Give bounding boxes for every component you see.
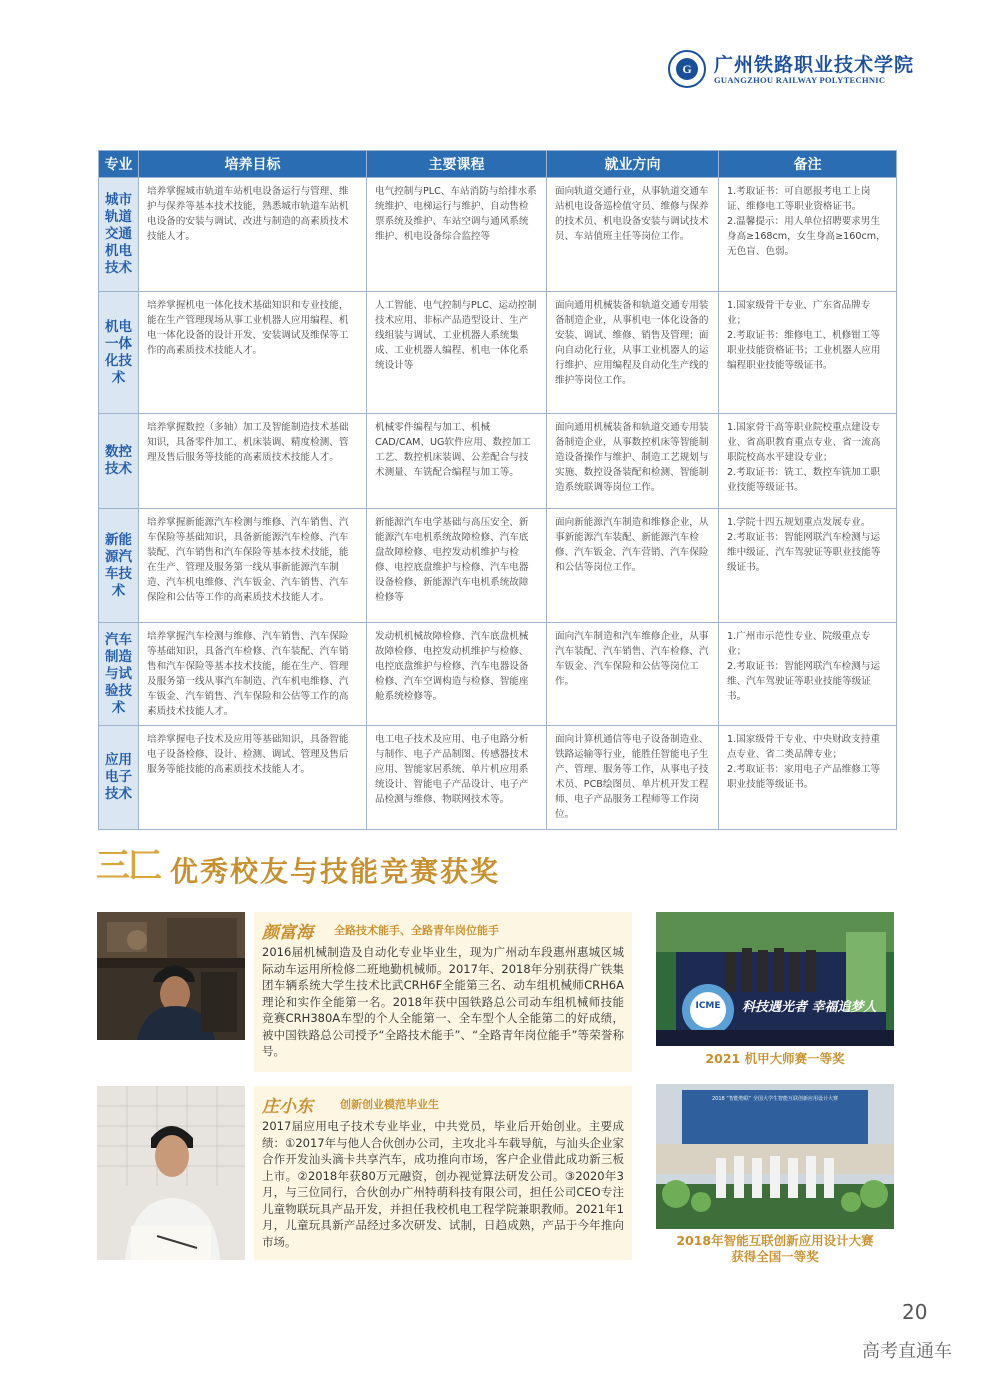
alumnus-honor: 全路技术能手、全路青年岗位能手 (334, 924, 499, 937)
major-name: 机电一体化技术 (99, 292, 139, 414)
table-row (99, 623, 897, 726)
header-notes: 备注 (719, 151, 897, 178)
award-photo-robomaster (656, 912, 894, 1046)
header-courses: 主要课程 (367, 151, 547, 178)
alumnus-bio: 2016届机械制造及自动化专业毕业生，现为广州动车段惠州惠城区城际动车运用所检修二班地勤机械师。2017年、2018年分别获得广铁集团车辆系统大学生技术比武CRH6F全能第三名、动车组机械师CRH6A理论和实作全能第一名。2018年获中国铁路总公司动车组机械师技能竞赛CRH380A车型的个人全能第一、全车型个人全能第二的好成绩，被中国铁路总公司授予“全路技术能手”、“全路青年岗位能手”等荣誉称号。 (262, 945, 624, 1058)
alumnus-name: 庄小东 (262, 1097, 313, 1117)
courses-cell: 机械零件编程与加工、机械CAD/CAM、UG软件应用、数控加工工艺、数控机床装调、公差配合与技术测量、车铣配合编程与加工等。 (367, 414, 547, 509)
goal-cell: 培养掌握电子技术及应用等基础知识，具备智能电子设备检修、设计、检测、调试、管理及售后服务等能技能的高素质技术技能人才。 (139, 726, 367, 830)
header-major: 专业 (99, 151, 139, 178)
courses-cell: 新能源汽车电学基础与高压安全、新能源汽车电机系统故障检修、汽车底盘故障检修、电控发动机维护与检修、电控底盘维护与检修、汽车电器设备检修、新能源汽车电机系统故障检修等 (367, 509, 547, 623)
notes-cell: 1.广州市示范性专业、院级重点专业； 2.考取证书：智能网联汽车检测与运维、汽车驾驶证等职业技能等级证书。 (719, 623, 897, 726)
table-row (99, 509, 897, 623)
alumnus-card-yan (254, 912, 632, 1072)
watermark: 高考直通车 (862, 1341, 952, 1362)
major-name: 应用电子技术 (99, 726, 139, 830)
header-goal: 培养目标 (139, 151, 367, 178)
goal-cell: 培养掌握汽车检测与维修、汽车销售、汽车保险等基础知识，具备汽车检修、汽车装配、汽车销售和汽车保险等基本技术技能，能在生产、管理及服务第一线从事汽车制造、汽车机电维修、汽车钣金、汽车销售、汽车保险和公估等工作的高素质技术技能人才。 (139, 623, 367, 726)
major-name: 城市轨道交通机电技术 (99, 178, 139, 292)
goal-cell: 培养掌握数控（多轴）加工及智能制造技术基础知识，具备零件加工、机床装调、精度检测、管理及售后服务等技能的高素质技术技能人才。 (139, 414, 367, 509)
table-row (99, 178, 897, 292)
section-title: 优秀校友与技能竞赛获奖 (170, 855, 501, 888)
notes-cell: 1.国家级骨干专业、广东省品牌专业； 2.考取证书：维修电工、机修钳工等职业技能资格证书；工业机器人应用编程职业技能等级证书。 (719, 292, 897, 414)
award-caption-line2: 获得全国一等奖 (731, 1249, 819, 1264)
alumnus-photo-yan (97, 912, 245, 1040)
jobs-cell: 面向通用机械装备和轨道交通专用装备制造企业，从事数控机床等智能制造设备操作与维护、制造工艺规划与实施、数控设备装配和检测、智能制造系统联调等岗位工作。 (547, 414, 719, 509)
page-number: 20 (902, 1300, 928, 1324)
courses-cell: 电工电子技术及应用、电子电路分析与制作、电子产品制图、传感器技术应用、智能家居系统、单片机应用系统设计、智能电子产品设计、电子产品检测与维修、物联网技术等。 (367, 726, 547, 830)
award-badge: ICME (695, 1001, 721, 1011)
majors-table (98, 150, 897, 830)
award-banner-text: 科技遇光者 幸福追梦人 (742, 1000, 877, 1015)
table-row (99, 726, 897, 830)
notes-cell: 1.国家级骨干专业、中央财政支持重点专业、省二类品牌专业； 2.考取证书：家用电子产品维修工等职业技能等级证书。 (719, 726, 897, 830)
school-logo (668, 50, 968, 90)
award-photo-iot (656, 1084, 894, 1229)
notes-cell: 1.国家骨干高等职业院校重点建设专业、省高职教育重点专业、省一流高职院校高水平建设专业； 2.考取证书：铣工、数控车铣加工职业技能等级证书。 (719, 414, 897, 509)
jobs-cell: 面向通用机械装备和轨道交通专用装备制造企业，从事机电一体化设备的安装、调试、维修、销售及管理；面向自动化行业，从事工业机器人的运行维护、应用编程及自动化生产线的维护等岗位工作。 (547, 292, 719, 414)
table-header-row (99, 151, 897, 178)
jobs-cell: 面向新能源汽车制造和维修企业，从事新能源汽车装配、新能源汽车检修、汽车钣金、汽车营销、汽车保险和公估等岗位工作。 (547, 509, 719, 623)
major-name: 数控技术 (99, 414, 139, 509)
goal-cell: 培养掌握机电一体化技术基础知识和专业技能，能在生产管理现场从事工业机器人应用编程、机电一体化设备的设计开发、安装调试及维保等工作的高素质技术技能人才。 (139, 292, 367, 414)
courses-cell: 发动机机械故障检修、汽车底盘机械故障检修、电控发动机维护与检修、电控底盘维护与检修、汽车电器设备检修、汽车空调构造与检修、智能座舱系统检修等。 (367, 623, 547, 726)
notes-cell: 1.考取证书：可自愿报考电工上岗证、维修电工等职业资格证书。 2.温馨提示：用人单位招聘要求男生身高≥168cm，女生身高≥160cm，无色盲、色弱。 (719, 178, 897, 292)
school-name-en: GUANGZHOU RAILWAY POLYTECHNIC (714, 75, 886, 85)
goal-cell: 培养掌握城市轨道车站机电设备运行与管理、维护与保养等基本技术技能，熟悉城市轨道车站机电设备的安装与调试、改进与制造的高素质技术技能人才。 (139, 178, 367, 292)
section-marks: 三匚 (96, 846, 160, 886)
alumnus-photo-zhuang (97, 1086, 245, 1260)
alumnus-honor: 创新创业模范毕业生 (340, 1098, 439, 1111)
table-row (99, 292, 897, 414)
award-banner-text: 2018 “智能物联” 全国大学生智能互联创新应用设计大赛 (711, 1096, 839, 1102)
emblem-letter: G (676, 58, 698, 80)
alumnus-bio: 2017届应用电子技术专业毕业，中共党员，毕业后开始创业。主要成绩：①2017年与他人合伙创办公司，主攻北斗车载导航，与汕头企业家合作开发汕头滴卡共享汽车，成功推向市场，客户企业借此成功新三板上市。②2018年获80万元融资，创办视觉算法研发公司。③2020年3月，与三位同行，合伙创办广州特萌科技有限公司，担任公司CEO专注儿童物联玩具产品开发，并担任我校机电工程学院兼职教师。2021年1月，儿童玩具新产品经过多次研发、试制，日趋成熟，产品于今年推向市场。 (262, 1119, 624, 1249)
award-caption: 2021 机甲大师赛一等奖 (705, 1051, 845, 1066)
major-name: 汽车制造与试验技术 (99, 623, 139, 726)
school-name-cn: 广州铁路职业技术学院 (714, 54, 915, 76)
table-row (99, 414, 897, 509)
jobs-cell: 面向汽车制造和汽车维修企业，从事汽车装配、汽车销售、汽车检修、汽车钣金、汽车保险和公估等岗位工作。 (547, 623, 719, 726)
notes-cell: 1.学院十四五规划重点发展专业。 2.考取证书：智能网联汽车检测与运维中级证、汽车驾驶证等职业技能等级证书。 (719, 509, 897, 623)
courses-cell: 人工智能、电气控制与PLC、运动控制技术应用、非标产品造型设计、生产线组装与调试、工业机器人系统集成、工业机器人编程、机电一体化系统设计等 (367, 292, 547, 414)
award-caption-line1: 2018年智能互联创新应用设计大赛 (676, 1233, 874, 1248)
alumnus-name: 颜富海 (262, 923, 313, 943)
alumnus-card-zhuang (254, 1086, 632, 1260)
section-heading (96, 846, 556, 890)
major-name: 新能源汽车技术 (99, 509, 139, 623)
goal-cell: 培养掌握新能源汽车检测与维修、汽车销售、汽车保险等基础知识，具备新能源汽车检修、汽车装配、汽车销售和汽车保险等基本技术技能，能在生产、管理及服务第一线从事新能源汽车制造、汽车机电维修、汽车钣金、汽车销售、汽车保险和公估等工作的高素质技术技能人才。 (139, 509, 367, 623)
courses-cell: 电气控制与PLC、车站消防与给排水系统维护、电梯运行与维护、自动售检票系统及维护、车站空调与通风系统维护、机电设备综合监控等 (367, 178, 547, 292)
header-jobs: 就业方向 (547, 151, 719, 178)
jobs-cell: 面向轨道交通行业，从事轨道交通车站机电设备巡检值守员、维修与保养的技术员、机电设备安装与调试技术员、车站值班主任等岗位工作。 (547, 178, 719, 292)
jobs-cell: 面向计算机通信等电子设备制造业、铁路运输等行业，能胜任智能电子生产、管理、服务等工作，从事电子技术员、PCB绘图员、单片机开发工程师、电子产品服务工程师等工作岗位。 (547, 726, 719, 830)
school-emblem-icon (668, 50, 706, 88)
